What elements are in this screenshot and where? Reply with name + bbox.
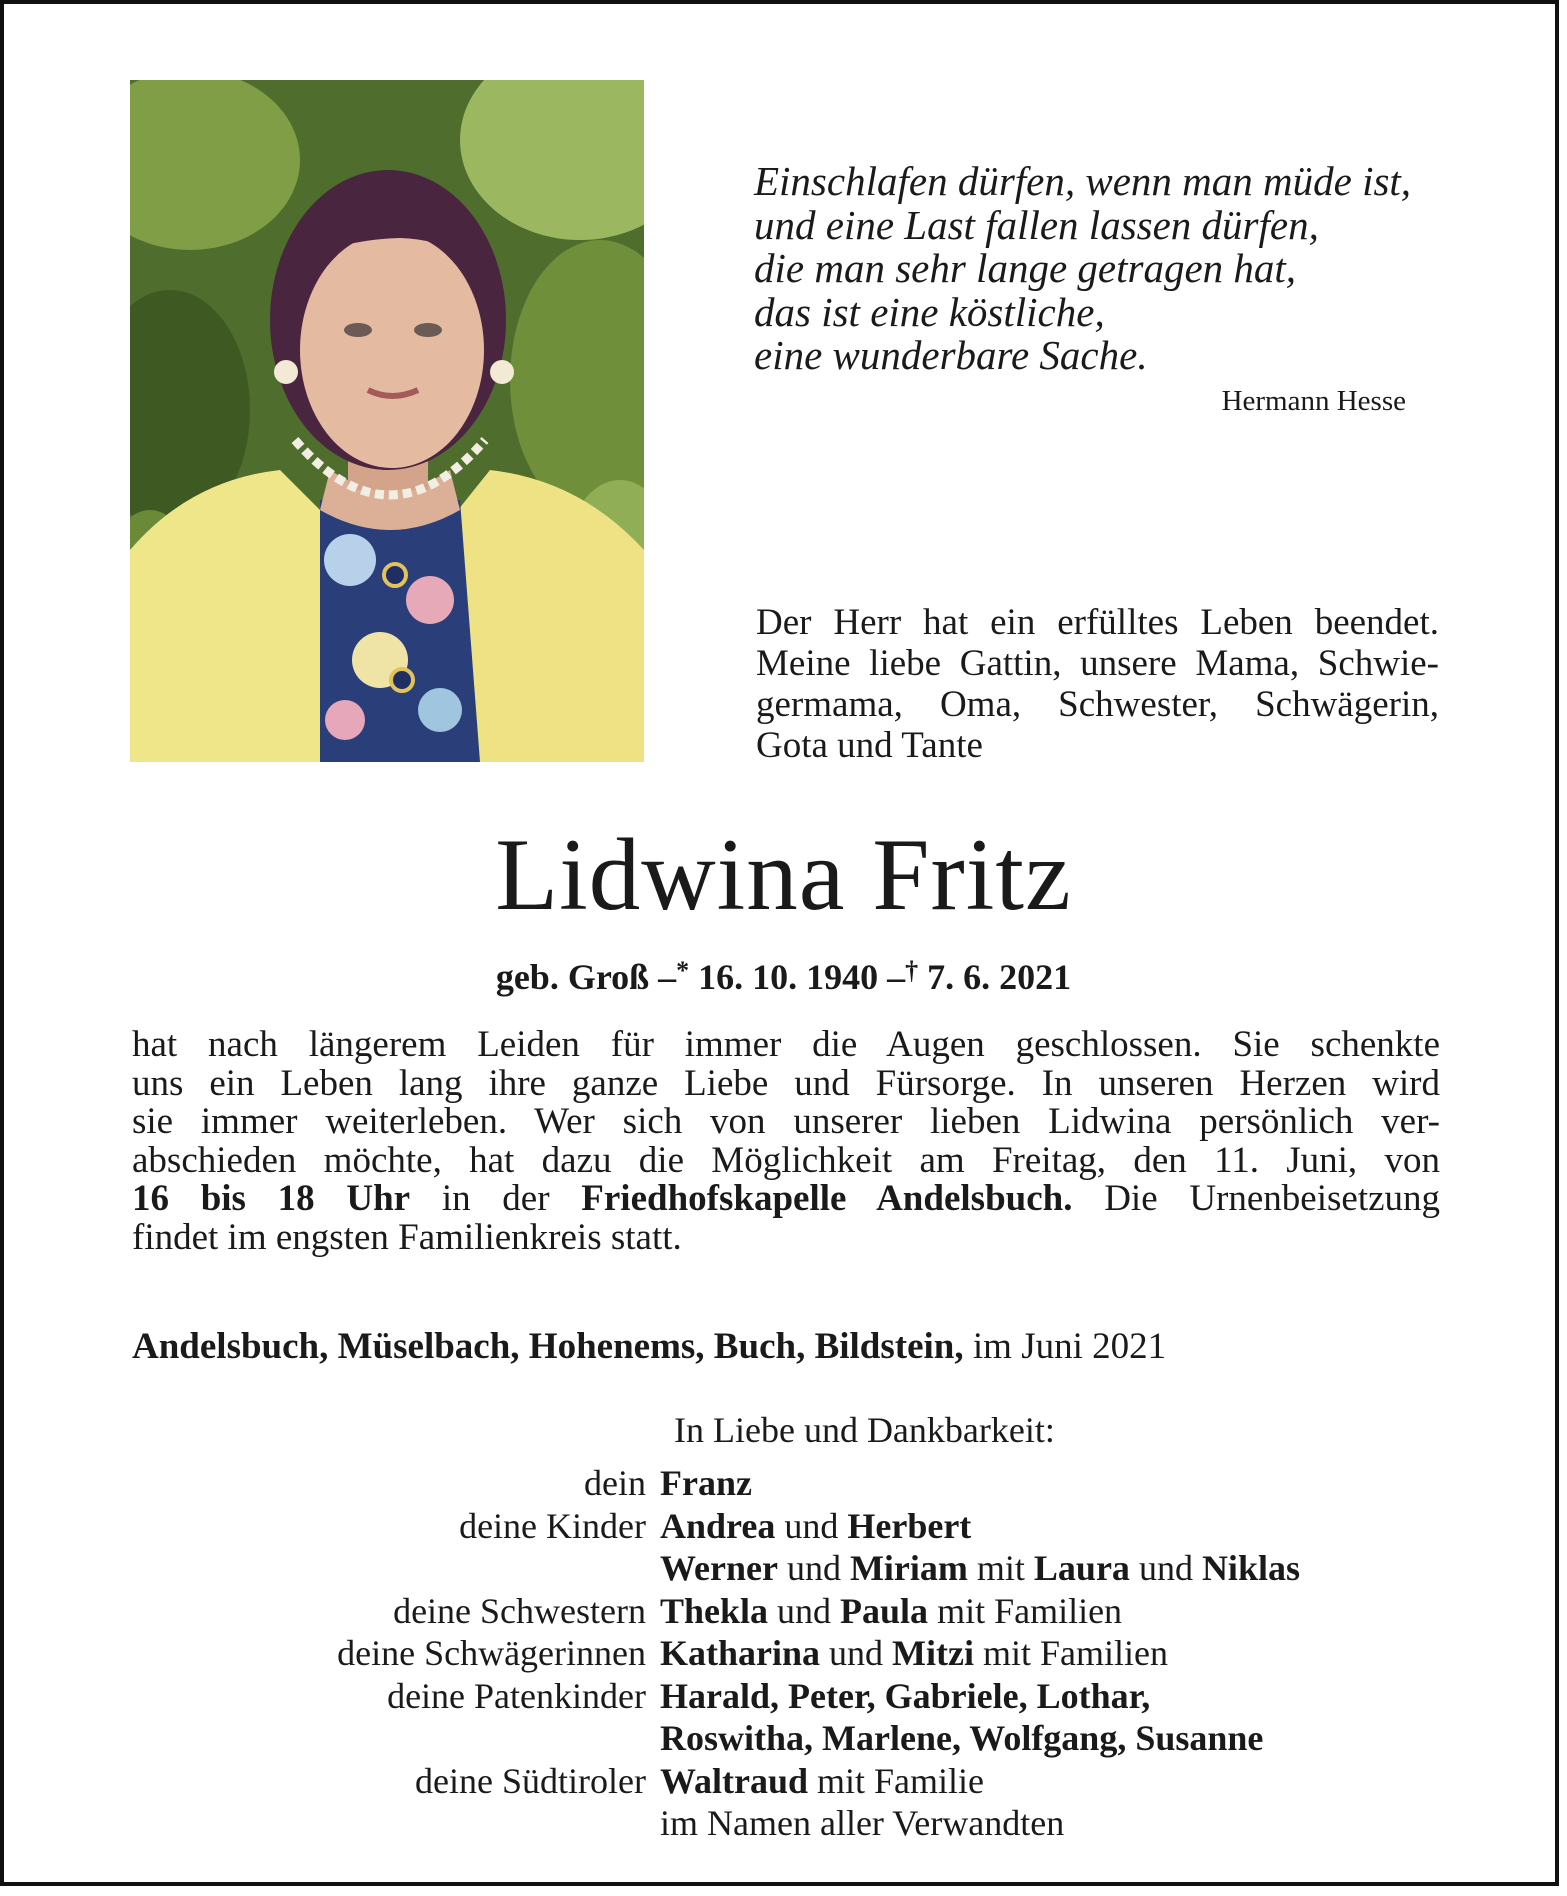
mourners-list <box>132 1462 1452 1845</box>
mourner-name: Mitzi <box>892 1633 974 1673</box>
farewell-time: 16 bis 18 Uhr <box>132 1178 411 1219</box>
relation-label: deine Kinder <box>459 1505 646 1546</box>
body-line-farewell <box>132 1180 1440 1219</box>
body-line: uns ein Leben lang ihre ganze Liebe und Fürsorge. In unseren Herzen wird <box>132 1062 1440 1104</box>
mourner-name: Waltraud <box>660 1760 809 1801</box>
quote-line: und eine Last fallen lassen dürfen, <box>754 201 1319 248</box>
mourner-name: Franz <box>660 1463 752 1503</box>
portrait-photo <box>130 80 644 762</box>
mourner-row-husband <box>132 1462 1452 1505</box>
intro-line: germama, Oma, Schwester, Schwägerin, <box>756 684 1439 725</box>
intro-text <box>756 602 1439 766</box>
places-date <box>132 1326 1440 1368</box>
birth-symbol: * <box>676 956 690 985</box>
intro-line: Meine liebe Gattin, unsere Mama, Schwie- <box>756 643 1439 684</box>
mourner-row-godchildren-2 <box>132 1717 1452 1760</box>
body-line: findet im engsten Familienkreis statt. <box>132 1216 682 1258</box>
mourner-names: Harald, Peter, Gabriele, Lothar, <box>660 1675 1151 1716</box>
suffix: mit Familien <box>982 1633 1168 1673</box>
death-symbol: † <box>905 956 919 985</box>
mourner-row-south-tyrol <box>132 1760 1452 1803</box>
date: im Juni 2021 <box>972 1326 1167 1367</box>
mourner-row-sisters-in-law <box>132 1632 1452 1675</box>
connector: und <box>829 1633 884 1673</box>
mourner-name: Paula <box>840 1590 929 1631</box>
relatives-note: im Namen aller Verwandten <box>660 1803 1065 1843</box>
birth-date: 16. 10. 1940 <box>698 957 879 997</box>
mourner-name: Laura <box>1033 1548 1130 1588</box>
quote-line: Einschlafen dürfen, wenn man müde ist, <box>754 158 1412 204</box>
dash: – <box>658 957 677 997</box>
suffix: mit Familien <box>937 1590 1123 1631</box>
portrait-image <box>130 80 644 762</box>
body-line: abschieden möchte, hat dazu die Möglichkeit am Freitag, den 11. Juni, von <box>132 1139 1440 1181</box>
mourner-name: Katharina <box>660 1633 821 1673</box>
suffix: mit Familie <box>817 1760 985 1801</box>
intro-line: Gota und Tante <box>756 725 983 766</box>
quote-line: eine wunderbare Sache. <box>754 332 1148 378</box>
mourner-row-godchildren <box>132 1675 1452 1718</box>
mourner-name: Miriam <box>849 1548 968 1588</box>
farewell-place: Friedhofskapelle Andelsbuch. <box>581 1178 1073 1219</box>
connector: und <box>1138 1548 1193 1588</box>
life-dates <box>4 950 1563 998</box>
quote-line: das ist eine köstliche, <box>754 288 1105 335</box>
mourner-row-sisters <box>132 1590 1452 1633</box>
relation-label: deine Schwägerinnen <box>337 1633 646 1673</box>
mourner-row-relatives <box>132 1802 1452 1845</box>
birth-name: geb. Groß <box>495 957 650 997</box>
body-line: sie immer weiterleben. Wer sich von unserer lieben Lidwina persönlich ver- <box>132 1101 1440 1142</box>
quote-author: Hermann Hesse <box>1221 385 1406 417</box>
farewell-in: in der <box>441 1178 550 1219</box>
mourner-name: Thekla <box>660 1590 769 1631</box>
mourner-names: Roswitha, Marlene, Wolfgang, Susanne <box>660 1718 1264 1758</box>
relation-label: deine Südtiroler <box>415 1760 646 1801</box>
quote <box>754 160 1414 378</box>
connector: und <box>784 1505 839 1546</box>
relation-label: dein <box>584 1463 646 1503</box>
body-line: hat nach längerem Leiden für immer die Augen geschlossen. Sie schenkte <box>132 1024 1440 1065</box>
closing-phrase: In Liebe und Dankbarkeit: <box>674 1410 1055 1450</box>
mourner-row-children <box>132 1505 1452 1548</box>
mourner-name: Niklas <box>1201 1548 1300 1588</box>
dash: – <box>887 957 906 997</box>
death-date: 7. 6. 2021 <box>927 957 1072 997</box>
burial-text: Die Urnenbeisetzung <box>1104 1178 1441 1219</box>
relation-label: deine Patenkinder <box>387 1675 646 1716</box>
deceased-name: Lidwina Fritz <box>495 818 1072 932</box>
intro-line: Der Herr hat ein erfülltes Leben beendet. <box>756 602 1439 643</box>
mourner-name: Andrea <box>660 1505 776 1546</box>
quote-line: die man sehr lange getragen hat, <box>754 245 1297 291</box>
mourner-name: Herbert <box>847 1505 972 1546</box>
places: Andelsbuch, Müselbach, Hohenems, Buch, Bildstein, <box>132 1326 964 1367</box>
mourner-name: Werner <box>660 1548 778 1588</box>
connector: und <box>786 1548 841 1588</box>
relation-label: deine Schwestern <box>393 1590 646 1631</box>
mourner-row-children-2 <box>132 1547 1452 1590</box>
connector: und <box>777 1590 832 1631</box>
announcement-text <box>132 1026 1440 1257</box>
connector: mit <box>976 1548 1025 1588</box>
